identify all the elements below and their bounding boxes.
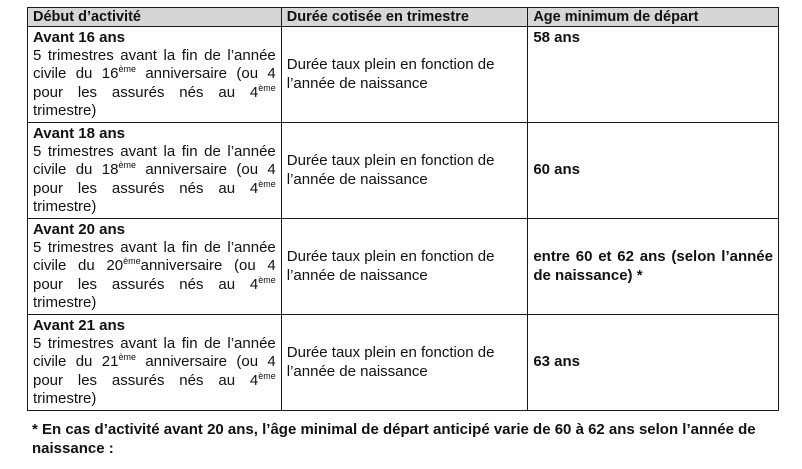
superscript: ème [258, 82, 276, 93]
superscript: ème [118, 352, 136, 363]
debut-desc: 5 trimestres avant la fin de l’année civile du 18 [33, 143, 276, 179]
debut-desc: 5 trimestres avant la fin de l’année civile du 20 [33, 239, 276, 275]
debut-cell [28, 219, 282, 315]
debut-desc: anniversaire (ou 4 pour les assurés nés au 4 [33, 257, 276, 293]
retirement-table [27, 7, 779, 411]
debut-cell [28, 27, 282, 123]
table-header-row [28, 8, 779, 27]
age-cell: 60 ans [528, 123, 779, 219]
table-row [28, 315, 779, 411]
debut-desc: anniversaire (ou 4 pour les assurés nés au 4 [33, 161, 276, 197]
superscript: ème [118, 64, 136, 75]
age-cell: entre 60 et 62 ans (selon l’année de naissance) * [528, 219, 779, 315]
header-debut-activite: Début d’activité [28, 8, 282, 27]
debut-desc: anniversaire (ou 4 pour les assurés nés au 4 [33, 353, 276, 389]
debut-desc: trimestre) [33, 293, 97, 311]
header-duree-cotisee: Durée cotisée en trimestre [281, 8, 528, 27]
superscript: ème [123, 256, 141, 267]
table-row [28, 219, 779, 315]
superscript: ème [258, 178, 276, 189]
debut-cell [28, 315, 282, 411]
debut-title: Avant 18 ans [33, 125, 125, 143]
superscript: ème [258, 370, 276, 381]
debut-desc: 5 trimestres avant la fin de l’année civile du 16 [33, 47, 276, 83]
table-row [28, 123, 779, 219]
debut-title: Avant 16 ans [33, 29, 125, 46]
superscript: ème [118, 160, 136, 171]
debut-desc: trimestre) [33, 389, 97, 407]
debut-desc: 5 trimestres avant la fin de l’année civile du 21 [33, 335, 276, 371]
age-cell: 63 ans [528, 315, 779, 411]
superscript: ème [258, 274, 276, 285]
debut-desc: trimestre) [33, 101, 97, 119]
header-age-minimum: Age minimum de départ [528, 8, 779, 27]
table-row [28, 27, 779, 123]
debut-title: Avant 21 ans [33, 317, 125, 335]
footnote: * En cas d’activité avant 20 ans, l’âge minimal de départ anticipé varie de 60 à 62 ans selon l’année de naissance : [32, 421, 756, 457]
duree-cell: Durée taux plein en fonction de l’année de naissance [281, 315, 528, 411]
debut-desc: anniversaire (ou 4 pour les assurés nés au 4 [33, 65, 276, 101]
duree-cell: Durée taux plein en fonction de l’année de naissance [281, 27, 528, 123]
debut-cell [28, 123, 282, 219]
debut-title: Avant 20 ans [33, 221, 125, 239]
duree-cell: Durée taux plein en fonction de l’année de naissance [281, 219, 528, 315]
debut-desc: trimestre) [33, 197, 97, 215]
age-cell: 58 ans [528, 27, 779, 123]
duree-cell: Durée taux plein en fonction de l’année de naissance [281, 123, 528, 219]
